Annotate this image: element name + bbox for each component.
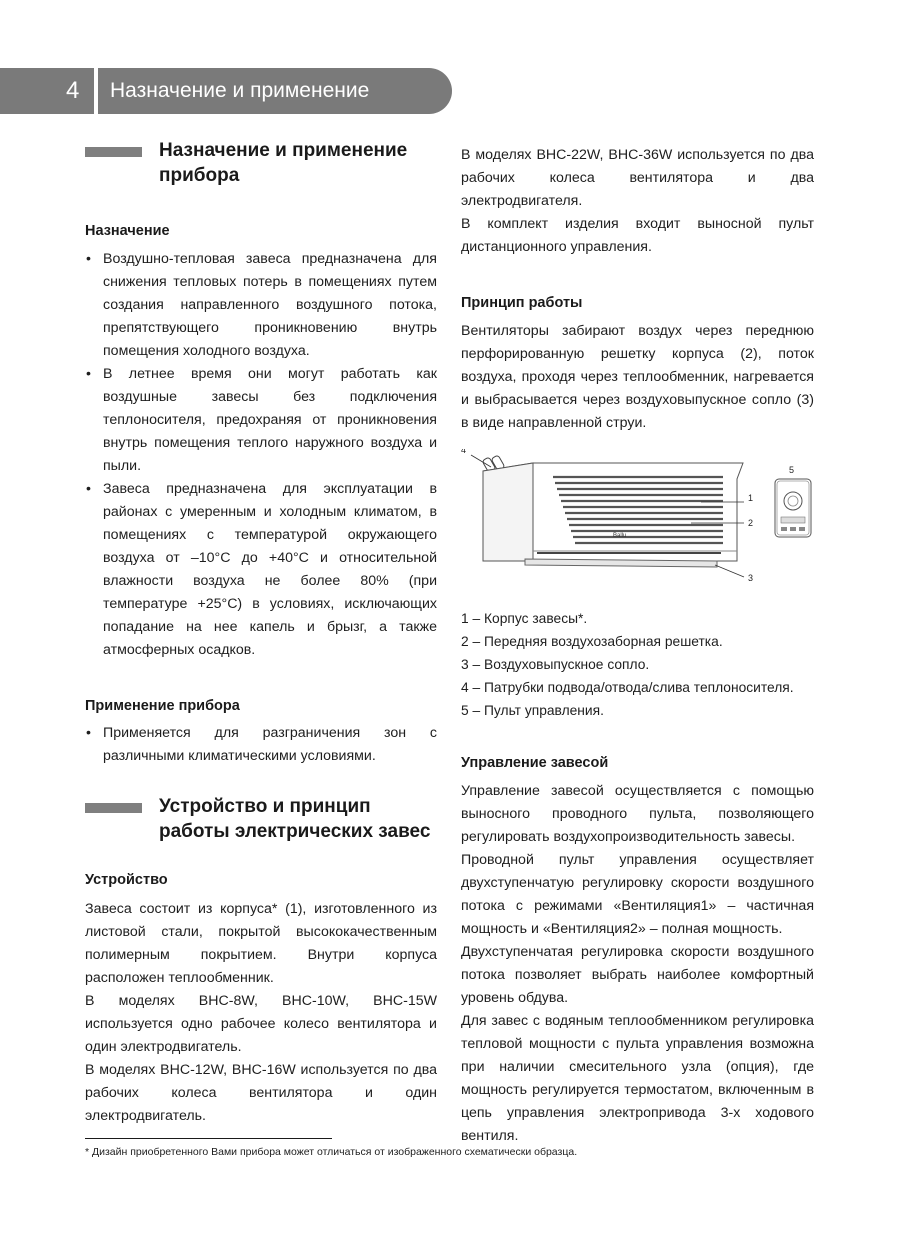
legend-item: 1 – Корпус завесы*.: [461, 611, 588, 626]
principle-heading: Принцип работы: [461, 295, 583, 311]
list-item: • Завеса предназначена для эксплуатации в районах с умеренным и холодным климатом, в помещениях с температурой окружающего воздуха от –10°С до +40°С и относительной влажности воздуха не более 80% (при температуре +25°С) в условиях, исключающих попадание на нее капель и брызг, а также атмосферных осадков.: [85, 478, 437, 662]
list-item: • Воздушно-тепловая завеса предназначена для снижения тепловых потерь в помещениях путем создания направленного воздушного потока, препятствующего проникновению внутрь помещения холодного воздуха.: [85, 248, 437, 363]
header-divider: [94, 68, 98, 114]
page-header: [0, 68, 452, 114]
section-title-device: Устройство и принцип работы электрических завес: [85, 794, 437, 844]
device-paragraph: Завеса состоит из корпуса* (1), изготовленного из листовой стали, покрытой высококачественным полимерным покрытием. Внутри корпуса расположен теплообменник.: [85, 901, 437, 986]
right-column: [461, 144, 814, 1148]
air-curtain-figure: [461, 449, 814, 599]
callout-5: 5: [789, 465, 795, 475]
device-paragraph: В комплект изделия входит выносной пульт дистанционного управления.: [461, 216, 814, 255]
legend-item: 4 – Патрубки подвода/отвода/слива теплоносителя.: [461, 680, 794, 695]
control-heading: Управление завесой: [461, 755, 609, 771]
legend-item: 5 – Пульт управления.: [461, 703, 604, 718]
purpose-heading: Назначение: [85, 223, 170, 239]
page-number: 4: [66, 77, 80, 104]
legend-item: 3 – Воздуховыпускное сопло.: [461, 657, 650, 672]
air-curtain-illustration: [461, 449, 814, 599]
section-marker: [85, 147, 142, 157]
control-paragraph: Для завес с водяным теплообменником регулировка тепловой мощности с пульта управления возможна при наличии смесительного узла (опция), где мощность регулируется термостатом, включенным в цепь управления электропривода 3-х ходового вентиля.: [461, 1013, 814, 1144]
legend-item: 2 – Передняя воздухозаборная решетка.: [461, 634, 723, 649]
section-marker: [85, 803, 142, 813]
device-paragraph: В моделях BHC-8W, BHC-10W, BHC-15W используется одно рабочее колесо вентилятора и один электродвигатель.: [85, 993, 437, 1055]
principle-paragraph: Вентиляторы забирают воздух через переднюю перфорированную решетку корпуса (2), поток воздуха, проходя через теплообменник, нагревается и выбрасывается через воздуховыпускное сопло (3) в виде направленной струи.: [461, 323, 814, 431]
brand-logo: Ballu: [613, 533, 627, 539]
control-paragraph: Проводной пульт управления осуществляет двухступенчатую регулировку скорости воздушного потока с режимами «Вентиляция1» – частичная мощность и «Вентиляция2» – полная мощность.: [461, 852, 814, 937]
footnote-rule: [85, 1138, 332, 1139]
control-paragraph: Управление завесой осуществляется с помощью выносного проводного пульта, позволяющего регулировать воздухопроизводительность завесы.: [461, 783, 814, 845]
application-list: [85, 722, 437, 768]
callout-3: 3: [748, 573, 754, 583]
header-title: Назначение и применение: [110, 79, 370, 102]
callout-4: 4: [461, 449, 467, 455]
device-paragraph: В моделях BHC-22W, BHC-36W используется по два рабочих колеса вентилятора и два электродвигателя.: [461, 147, 814, 209]
footnote: * Дизайн приобретенного Вами прибора может отличаться от изображенного схематически образца.: [85, 1146, 578, 1158]
left-column: [85, 138, 437, 1128]
figure-legend: [461, 607, 814, 722]
remote-control: [775, 479, 811, 537]
list-item: • Применяется для разграничения зон с различными климатическими условиями.: [85, 722, 437, 768]
callout-1: 1: [748, 493, 754, 503]
callout-2: 2: [748, 518, 754, 528]
device-paragraph: В моделях BHC-12W, BHC-16W используется по два рабочих колеса вентилятора и один электродвигатель.: [85, 1062, 437, 1124]
curtain-body: [483, 463, 743, 567]
application-heading: Применение прибора: [85, 698, 240, 714]
purpose-list: [85, 248, 437, 662]
section-title-purpose: Назначение и применение прибора: [85, 138, 437, 188]
device-heading: Устройство: [85, 872, 168, 888]
list-item: • В летнее время они могут работать как воздушные завесы без подключения теплоносителя, предохраняя от проникновения внутрь помещения теплого наружного воздуха и пыли.: [85, 363, 437, 478]
control-paragraph: Двухступенчатая регулировка скорости воздушного потока позволяет выбрать наиболее комфортный уровень обдува.: [461, 944, 814, 1006]
